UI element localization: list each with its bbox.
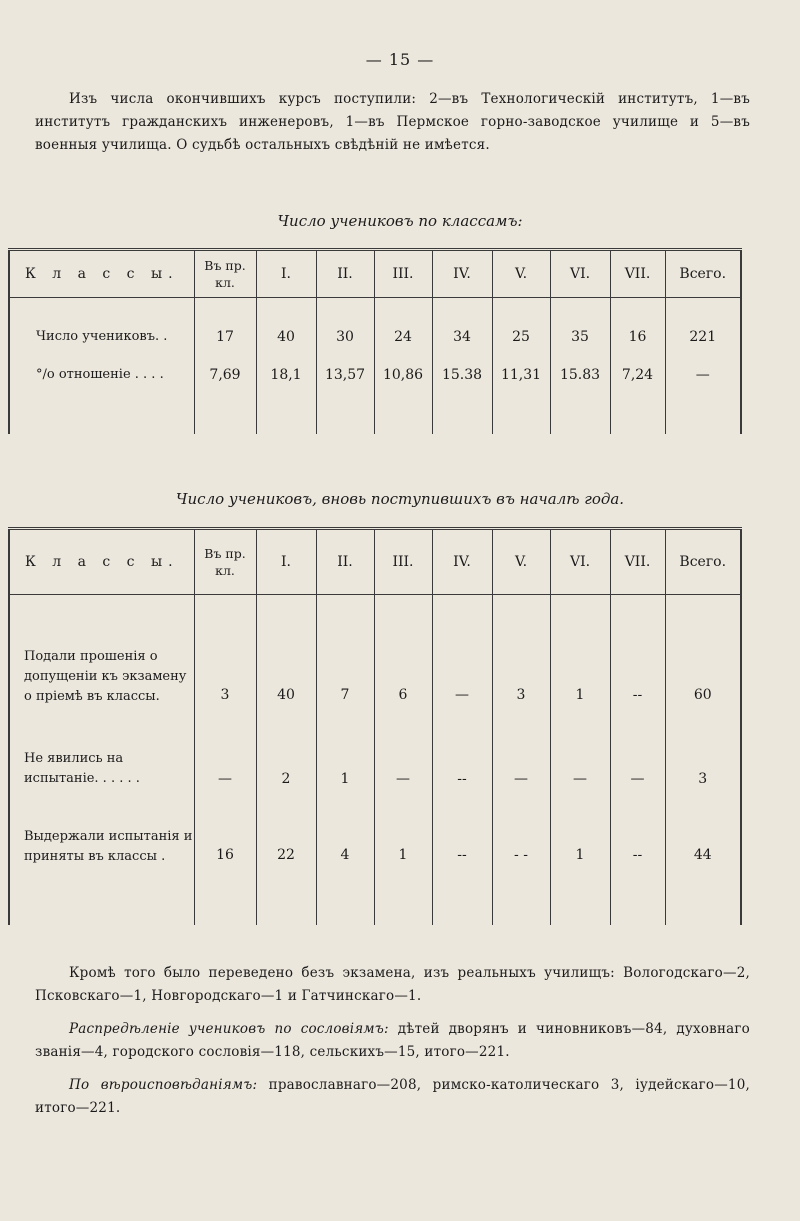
table-cell: — — [374, 707, 432, 791]
row-label: Выдержали испытанія и приняты въ классы . — [9, 791, 194, 867]
religion-paragraph — [35, 1074, 750, 1120]
table-cell: 3 — [665, 707, 741, 791]
estates-lead: Распредѣленіе учениковъ по сословіямъ: — [69, 1021, 389, 1037]
table-cell: 34 — [432, 318, 492, 356]
header-label: Въ пр. кл. — [204, 258, 246, 290]
transfer-paragraph: Кромѣ того было переведено безъ экзамена, изъ реальныхъ училищъ: Вологодскаго—2, Псковскаго—1, Новгородскаго—1 и Гатчинскаго—1. — [35, 965, 750, 1004]
table1-header-classes — [9, 250, 194, 298]
religion-text: православнаго—208, римско-католическаго 3, іудейскаго—10, итого—221. — [35, 1077, 750, 1116]
table1-header-prep — [194, 250, 256, 298]
table-cell: 7,24 — [610, 356, 665, 394]
table-cell: 10,86 — [374, 356, 432, 394]
table1-header-row — [9, 250, 741, 298]
row-label: °/о отношеніе . . . . — [9, 356, 194, 394]
table-cell: 24 — [374, 318, 432, 356]
table2-header-classes — [9, 529, 194, 595]
table1-header-7: VII. — [610, 250, 665, 298]
table-cell: 40 — [256, 318, 316, 356]
table-cell: 2 — [256, 707, 316, 791]
table2-header-total: Всего. — [665, 529, 741, 595]
table-cell: — — [194, 707, 256, 791]
table-cell: 7 — [316, 627, 374, 707]
table-cell: 35 — [550, 318, 610, 356]
table-cell: 11,31 — [492, 356, 550, 394]
table-cell: 1 — [374, 791, 432, 867]
table1-header-3: III. — [374, 250, 432, 298]
estates-paragraph — [35, 1018, 750, 1064]
table-cell: 16 — [194, 791, 256, 867]
table-row — [9, 356, 741, 394]
header-label: К л а с с ы. — [24, 554, 179, 570]
table1-caption: Число учениковъ по классамъ: — [277, 212, 523, 230]
table-cell: 30 — [316, 318, 374, 356]
table-row — [9, 791, 741, 867]
table1-bottom-spacer — [9, 394, 741, 434]
table-cell: 3 — [194, 627, 256, 707]
table-cell: 17 — [194, 318, 256, 356]
header-label: Въ пр. кл. — [204, 546, 246, 578]
table-cell: -- — [432, 791, 492, 867]
table-cell: — — [432, 627, 492, 707]
table-cell: 1 — [550, 791, 610, 867]
table-cell: 22 — [256, 791, 316, 867]
row-label: Число учениковъ. . — [9, 318, 194, 356]
table-cell: 4 — [316, 791, 374, 867]
table-row — [9, 627, 741, 707]
table-cell: 16 — [610, 318, 665, 356]
table-row — [9, 707, 741, 791]
table2-spacer — [9, 595, 741, 627]
table1-header-1: I. — [256, 250, 316, 298]
table-cell: 60 — [665, 627, 741, 707]
table1-header-5: V. — [492, 250, 550, 298]
table-cell: 15.83 — [550, 356, 610, 394]
religion-lead: По вѣроисповѣданіямъ: — [69, 1077, 258, 1093]
table2-header-4: IV. — [432, 529, 492, 595]
table-cell: — — [550, 707, 610, 791]
new-students-table — [8, 527, 742, 925]
table2-header-6: VI. — [550, 529, 610, 595]
table1-header-total: Всего. — [665, 250, 741, 298]
table-cell: 13,57 — [316, 356, 374, 394]
table-cell: 1 — [550, 627, 610, 707]
table2-header-7: VII. — [610, 529, 665, 595]
table2-header-prep — [194, 529, 256, 595]
table2-header-2: II. — [316, 529, 374, 595]
table-cell: 3 — [492, 627, 550, 707]
table-cell: 1 — [316, 707, 374, 791]
table-cell: -- — [610, 791, 665, 867]
row-label: Не явились на испытаніе. . . . . . — [9, 707, 194, 791]
intro-paragraph: Изъ числа окончившихъ курсъ поступили: 2—въ Технологическій институтъ, 1—въ институтъ гражданскихъ инженеровъ, 1—въ Пермское горно-заводское училище и 5—въ военныя училища. О судьбѣ остальныхъ свѣдѣній не имѣется. — [35, 91, 750, 153]
table-cell: 25 — [492, 318, 550, 356]
table2-header-row — [9, 529, 741, 595]
table-cell: — — [610, 707, 665, 791]
header-label: К л а с с ы. — [24, 266, 179, 282]
students-by-class-table — [8, 248, 742, 434]
table-cell: 18,1 — [256, 356, 316, 394]
table2-header-5: V. — [492, 529, 550, 595]
table1-header-2: II. — [316, 250, 374, 298]
table-cell: - - — [492, 791, 550, 867]
table1-spacer — [9, 298, 741, 319]
table-cell: — — [492, 707, 550, 791]
table2-header-3: III. — [374, 529, 432, 595]
table-row — [9, 318, 741, 356]
table-cell: -- — [610, 627, 665, 707]
table2-header-1: I. — [256, 529, 316, 595]
page-number: — 15 — — [365, 50, 435, 69]
table-cell: 40 — [256, 627, 316, 707]
table2-bottom-spacer — [9, 867, 741, 925]
estates-text: дѣтей дворянъ и чиновниковъ—84, духовнаго званія—4, городского сословія—118, сельскихъ—15, итого—221. — [35, 1021, 751, 1060]
table-cell: 15.38 — [432, 356, 492, 394]
table-cell: 221 — [665, 318, 741, 356]
table-cell: 6 — [374, 627, 432, 707]
table1-header-6: VI. — [550, 250, 610, 298]
table-cell: -- — [432, 707, 492, 791]
table-cell: 7,69 — [194, 356, 256, 394]
table-cell: — — [665, 356, 741, 394]
table1-header-4: IV. — [432, 250, 492, 298]
table2-caption: Число учениковъ, вновь поступившихъ въ началѣ года. — [175, 490, 625, 508]
table-cell: 44 — [665, 791, 741, 867]
row-label: Подали прошенія о допущеніи къ экзамену о пріемѣ въ классы. — [9, 627, 194, 707]
